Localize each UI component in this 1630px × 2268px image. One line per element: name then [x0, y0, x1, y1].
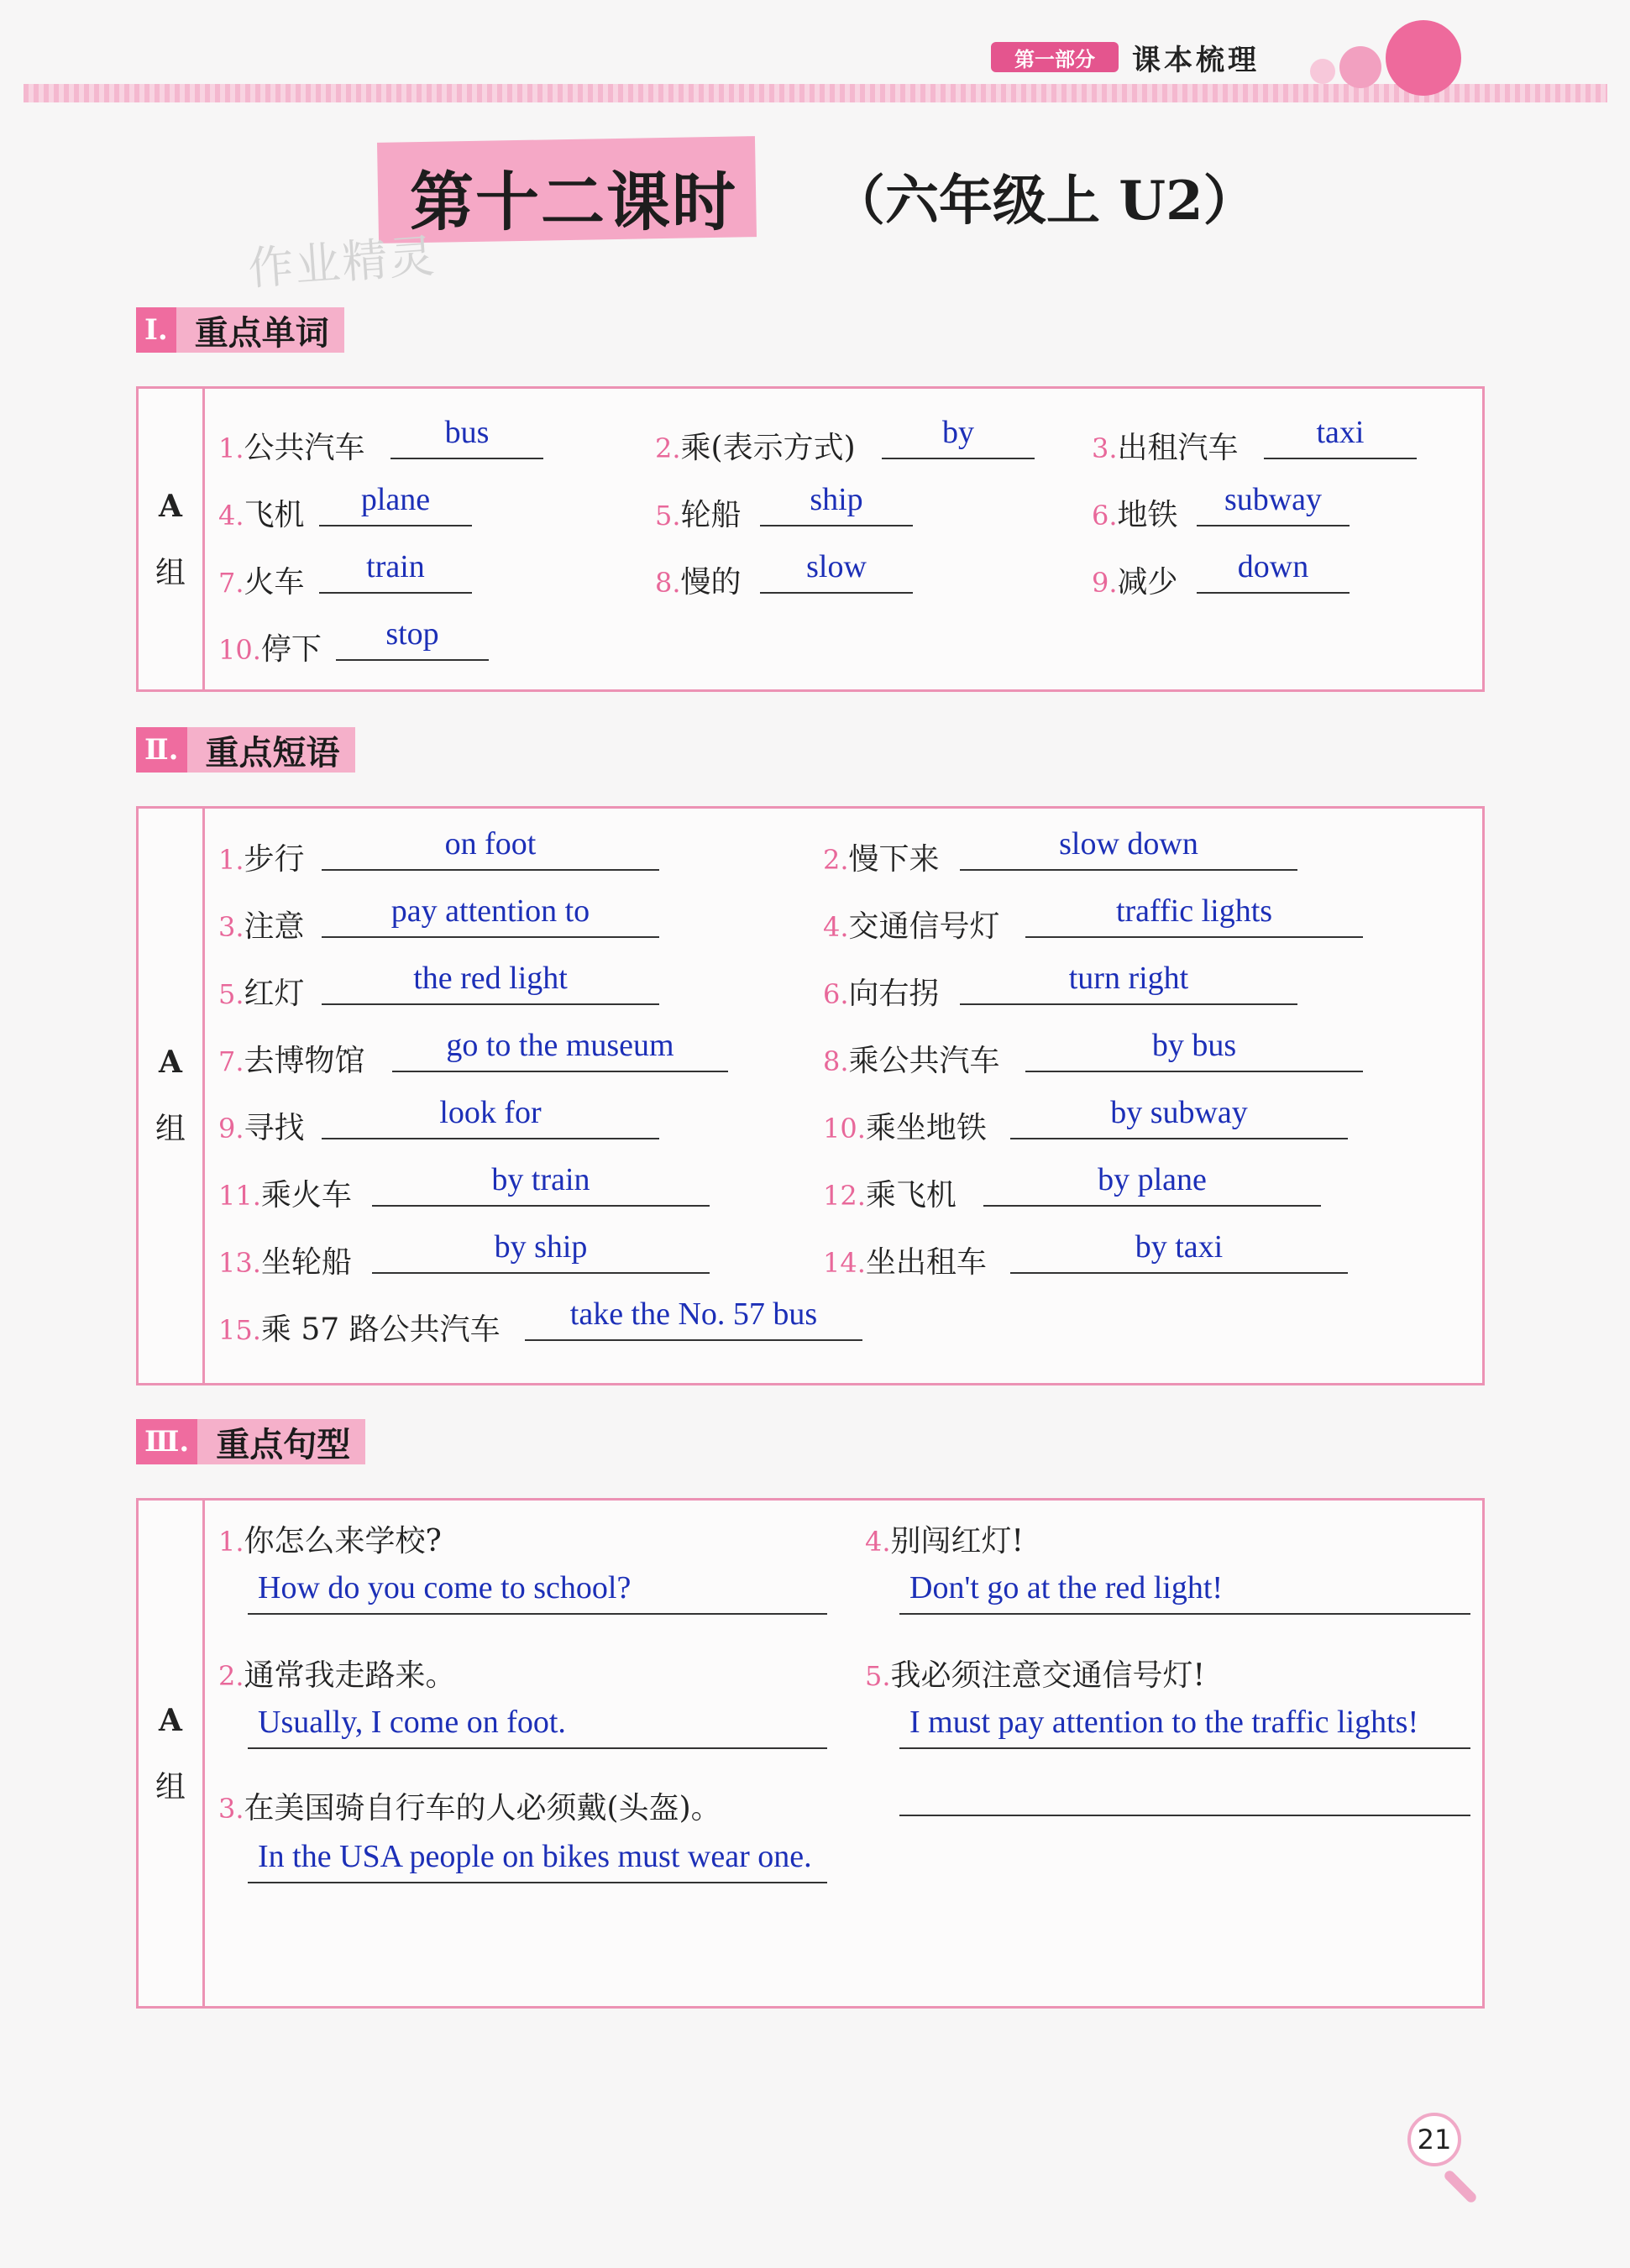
- word-answer-blank[interactable]: [319, 549, 472, 594]
- sentence-answer-blank[interactable]: [248, 1705, 827, 1749]
- section-label: 重点短语: [187, 727, 355, 773]
- phrase-prompt: [218, 835, 305, 878]
- handwritten-answer: by: [942, 415, 974, 450]
- word-prompt: [1092, 491, 1178, 534]
- handwritten-answer: by taxi: [1135, 1229, 1224, 1265]
- item-number: 3.: [218, 1793, 244, 1825]
- item-number: 9.: [218, 1113, 244, 1144]
- item-number: 1.: [218, 432, 244, 464]
- item-number: 2.: [218, 1660, 244, 1692]
- item-chinese: 别闯红灯!: [890, 1524, 1024, 1558]
- section-header-phrases: [136, 727, 355, 773]
- item-chinese: 乘飞机: [865, 1178, 957, 1213]
- word-prompt: [218, 491, 305, 534]
- decor-dot: [1386, 20, 1461, 96]
- handwritten-answer: look for: [439, 1095, 542, 1130]
- word-prompt: [655, 424, 856, 467]
- phrase-prompt: [218, 1104, 305, 1147]
- item-number: 3.: [1092, 432, 1118, 464]
- magnifier-handle-icon: [1443, 2169, 1478, 2204]
- phrase-prompt: [823, 903, 1000, 945]
- section-label: 重点句型: [197, 1419, 365, 1464]
- handwritten-answer: go to the museum: [446, 1028, 674, 1063]
- item-number: 13.: [218, 1247, 261, 1279]
- phrase-answer-blank[interactable]: [392, 1028, 728, 1072]
- word-answer-blank[interactable]: [882, 415, 1035, 459]
- item-chinese: 坐轮船: [260, 1245, 352, 1280]
- phrase-answer-blank[interactable]: [1010, 1095, 1348, 1139]
- item-chinese: 轮船: [680, 498, 742, 532]
- item-number: 9.: [1092, 567, 1118, 599]
- word-prompt: [218, 558, 305, 601]
- word-prompt: [218, 626, 322, 668]
- phrase-prompt: [218, 1306, 501, 1349]
- phrase-answer-blank[interactable]: [372, 1229, 710, 1274]
- section-number: Ⅱ.: [136, 727, 187, 773]
- section-label: 重点单词: [176, 307, 344, 353]
- handwritten-answer: turn right: [1068, 961, 1189, 996]
- item-chinese: 公共汽车: [244, 431, 365, 465]
- handwritten-answer: by subway: [1110, 1095, 1248, 1130]
- item-number: 5.: [218, 978, 244, 1010]
- item-number: 4.: [218, 500, 244, 532]
- item-number: 1.: [218, 844, 244, 876]
- item-chinese: 慢下来: [848, 842, 940, 877]
- phrase-answer-blank[interactable]: [322, 961, 659, 1005]
- handwritten-answer: by bus: [1151, 1028, 1237, 1063]
- handwritten-answer: I must pay attention to the traffic lights!: [909, 1705, 1419, 1740]
- part-badge: 第一部分: [991, 42, 1119, 72]
- item-chinese: 寻找: [244, 1111, 305, 1145]
- words-panel: [136, 386, 1485, 692]
- phrase-answer-blank[interactable]: [525, 1296, 862, 1341]
- item-number: 4.: [823, 911, 849, 943]
- sentence-answer-blank[interactable]: [899, 1570, 1470, 1615]
- handwritten-answer: take the No. 57 bus: [569, 1296, 818, 1332]
- item-number: 2.: [655, 432, 681, 464]
- item-chinese: 慢的: [680, 565, 742, 600]
- phrase-answer-blank[interactable]: [322, 893, 659, 938]
- item-chinese: 出租汽车: [1117, 431, 1239, 465]
- phrase-answer-blank[interactable]: [322, 1095, 659, 1139]
- page-subtitle: （六年级上 U2）: [831, 170, 1257, 233]
- item-number: 5.: [655, 500, 681, 532]
- item-number: 6.: [823, 978, 849, 1010]
- word-answer-blank[interactable]: [1264, 415, 1417, 459]
- sentence-prompt: [865, 1652, 1205, 1694]
- item-number: 4.: [865, 1526, 891, 1558]
- handwritten-answer: Don't go at the red light!: [909, 1570, 1224, 1605]
- group-column: [139, 389, 205, 689]
- phrase-answer-blank[interactable]: [983, 1162, 1321, 1207]
- item-number: 12.: [823, 1180, 866, 1212]
- handwritten-answer: ship: [810, 482, 863, 517]
- phrase-answer-blank[interactable]: [1025, 893, 1363, 938]
- part-title: 课本梳理: [1132, 44, 1260, 77]
- item-chinese: 乘 57 路公共汽车: [260, 1312, 501, 1347]
- phrase-prompt: [823, 1171, 957, 1214]
- phrase-prompt: [823, 835, 940, 878]
- phrase-prompt: [218, 1037, 365, 1080]
- handwritten-answer: taxi: [1316, 415, 1365, 450]
- item-chinese: 在美国骑自行车的人必须戴(头盔)。: [244, 1791, 721, 1825]
- sentence-prompt: [218, 1517, 442, 1560]
- item-chinese: 乘(表示方式): [680, 431, 856, 465]
- decor-dot: [1310, 59, 1335, 84]
- group-label-a: A: [159, 1045, 182, 1080]
- item-number: 15.: [218, 1314, 261, 1346]
- word-answer-blank[interactable]: [760, 549, 913, 594]
- phrase-answer-blank[interactable]: [960, 961, 1297, 1005]
- phrase-answer-blank[interactable]: [372, 1162, 710, 1207]
- group-label-zu: 组: [155, 1112, 186, 1146]
- item-chinese: 去博物馆: [244, 1044, 365, 1078]
- item-chinese: 通常我走路来。: [244, 1658, 456, 1693]
- word-answer-blank[interactable]: [390, 415, 543, 459]
- item-number: 11.: [218, 1180, 261, 1212]
- item-chinese: 乘坐地铁: [865, 1111, 987, 1145]
- word-answer-blank[interactable]: [1197, 482, 1350, 526]
- phrase-prompt: [823, 1239, 987, 1281]
- item-number: 7.: [218, 567, 244, 599]
- handwritten-answer: slow: [806, 549, 867, 584]
- section-header-sentences: [136, 1419, 365, 1464]
- item-chinese: 向右拐: [848, 977, 940, 1011]
- handwritten-answer: train: [366, 549, 425, 584]
- handwritten-answer: slow down: [1059, 826, 1198, 862]
- group-label-a: A: [159, 489, 182, 524]
- word-answer-blank[interactable]: [760, 482, 913, 526]
- item-number: 10.: [823, 1113, 866, 1144]
- item-number: 14.: [823, 1247, 866, 1279]
- watermark: 作业精灵: [246, 229, 438, 296]
- word-prompt: [655, 491, 742, 534]
- item-chinese: 减少: [1117, 565, 1178, 600]
- group-label-zu: 组: [155, 556, 186, 590]
- phrase-prompt: [823, 1037, 1000, 1080]
- phrase-prompt: [218, 1171, 352, 1214]
- handwritten-answer: pay attention to: [390, 893, 590, 929]
- item-chinese: 交通信号灯: [848, 909, 1000, 944]
- item-number: 10.: [218, 634, 261, 666]
- phrase-prompt: [218, 903, 305, 945]
- handwritten-answer: In the USA people on bikes must wear one.: [258, 1839, 812, 1874]
- item-chinese: 我必须注意交通信号灯!: [890, 1658, 1205, 1693]
- handwritten-answer: plane: [360, 482, 431, 517]
- handwritten-answer: How do you come to school?: [258, 1570, 632, 1605]
- handwritten-answer: Usually, I come on foot.: [258, 1705, 566, 1740]
- phrase-prompt: [218, 1239, 352, 1281]
- item-chinese: 飞机: [244, 498, 305, 532]
- handwritten-answer: by ship: [494, 1229, 588, 1265]
- word-answer-blank[interactable]: [1197, 549, 1350, 594]
- phrase-answer-blank[interactable]: [322, 826, 659, 871]
- phrase-prompt: [823, 970, 940, 1013]
- word-prompt: [218, 424, 365, 467]
- handwritten-answer: the red light: [413, 961, 568, 996]
- sentence-answer-blank[interactable]: [248, 1570, 827, 1615]
- section-header-words: [136, 307, 344, 353]
- item-number: 5.: [865, 1660, 891, 1692]
- group-label-zu: 组: [155, 1770, 186, 1804]
- answer-blank-empty[interactable]: [899, 1778, 1470, 1816]
- group-column: [139, 1501, 205, 2006]
- item-number: 8.: [823, 1045, 849, 1077]
- sentence-prompt: [865, 1517, 1024, 1560]
- phrase-answer-blank[interactable]: [1010, 1229, 1348, 1274]
- page-number: 21: [1407, 2113, 1461, 2166]
- sentences-panel: [136, 1498, 1485, 2009]
- item-number: 1.: [218, 1526, 244, 1558]
- handwritten-answer: bus: [444, 415, 490, 450]
- item-chinese: 坐出租车: [865, 1245, 987, 1280]
- handwritten-answer: on foot: [444, 826, 537, 862]
- item-chinese: 步行: [244, 842, 305, 877]
- item-chinese: 乘火车: [260, 1178, 352, 1213]
- item-chinese: 地铁: [1117, 498, 1178, 532]
- page-title: 第十二课时: [410, 165, 737, 239]
- word-answer-blank[interactable]: [319, 482, 472, 526]
- phrase-answer-blank[interactable]: [960, 826, 1297, 871]
- word-prompt: [1092, 558, 1178, 601]
- section-number: Ⅲ.: [136, 1419, 197, 1464]
- group-column: [139, 809, 205, 1383]
- sentence-prompt: [218, 1784, 721, 1827]
- decor-dot: [1339, 46, 1381, 88]
- sentence-answer-blank[interactable]: [899, 1705, 1470, 1749]
- handwritten-answer: down: [1237, 549, 1309, 584]
- item-chinese: 停下: [260, 632, 322, 667]
- item-number: 6.: [1092, 500, 1118, 532]
- item-chinese: 红灯: [244, 977, 305, 1011]
- item-chinese: 注意: [244, 909, 305, 944]
- handwritten-answer: stop: [385, 616, 439, 652]
- item-chinese: 火车: [244, 565, 305, 600]
- phrases-panel: [136, 806, 1485, 1385]
- item-chinese: 乘公共汽车: [848, 1044, 1000, 1078]
- word-prompt: [655, 558, 742, 601]
- word-prompt: [1092, 424, 1239, 467]
- section-number: Ⅰ.: [136, 307, 176, 353]
- item-number: 7.: [218, 1045, 244, 1077]
- sentence-prompt: [218, 1652, 456, 1694]
- phrase-prompt: [218, 970, 305, 1013]
- header-band: [24, 84, 1607, 102]
- handwritten-answer: subway: [1224, 482, 1323, 517]
- handwritten-answer: traffic lights: [1115, 893, 1273, 929]
- item-chinese: 你怎么来学校?: [244, 1524, 442, 1558]
- item-number: 8.: [655, 567, 681, 599]
- item-number: 3.: [218, 911, 244, 943]
- handwritten-answer: by plane: [1098, 1162, 1207, 1197]
- phrase-prompt: [823, 1104, 987, 1147]
- sentence-answer-blank[interactable]: [248, 1839, 827, 1883]
- item-number: 2.: [823, 844, 849, 876]
- group-label-a: A: [159, 1703, 182, 1738]
- word-answer-blank[interactable]: [336, 616, 489, 661]
- handwritten-answer: by train: [491, 1162, 590, 1197]
- phrase-answer-blank[interactable]: [1025, 1028, 1363, 1072]
